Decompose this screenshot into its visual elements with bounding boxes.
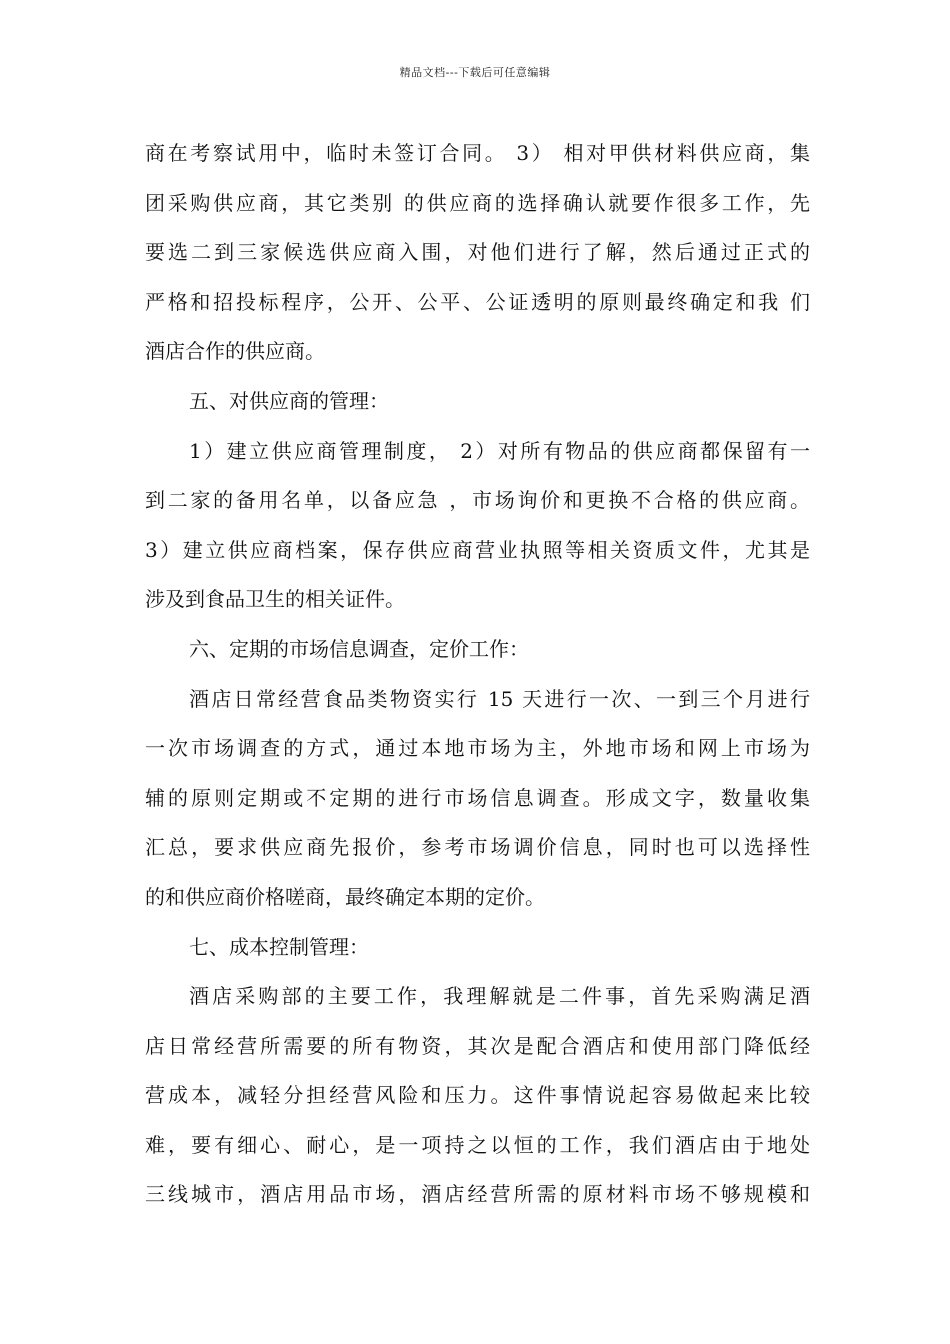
- text-line: 3）建立供应商档案，保存供应商营业执照等相关资质文件，尤其是: [145, 537, 810, 562]
- text-line: 难，要有细心、耐心，是一项持之以恒的工作，我们酒店由于地处: [145, 1132, 810, 1157]
- section-heading: 六、定期的市场信息调查，定价工作：: [189, 636, 529, 661]
- text-line: 严格和招投标程序，公开、公平、公证透明的原则最终确定和我 们: [145, 289, 810, 314]
- text-line: 的和供应商价格嗟商，最终确定本期的定价。: [145, 884, 545, 909]
- body-text: [145, 129, 810, 1220]
- text-line: 商在考察试用中，临时未签订合同。 3） 相对甲供材料供应商，集: [145, 141, 810, 165]
- text-line: 1）建立供应商管理制度， 2）对所有物品的供应商都保留有一: [189, 438, 810, 463]
- text-line: 店日常经营所需要的所有物资，其次是配合酒店和使用部门降低经: [145, 1033, 810, 1058]
- text-line: 涉及到食品卫生的相关证件。: [145, 587, 405, 612]
- text-line: 到二家的备用名单，以备应急 ，市场询价和更换不合格的供应商。: [145, 488, 810, 513]
- section-heading: 五、对供应商的管理：: [189, 388, 389, 413]
- text-line: 团采购供应商，其它类别 的供应商的选择确认就要作很多工作，先: [145, 190, 810, 215]
- page-header: 精品文档---下载后可任意编辑: [399, 66, 551, 79]
- text-line: 汇总，要求供应商先报价，参考市场调价信息，同时也可以选择性: [145, 835, 810, 860]
- text-line: 一次市场调查的方式，通过本地市场为主，外地市场和网上市场为: [145, 736, 810, 761]
- text-line: 辅的原则定期或不定期的进行市场信息调查。形成文字，数量收集: [145, 785, 810, 810]
- text-line: 酒店日常经营食品类物资实行 15 天进行一次、一到三个月进行: [189, 686, 810, 711]
- text-line: 酒店采购部的主要工作，我理解就是二件事，首先采购满足酒: [189, 984, 810, 1009]
- text-line: 三线城市，酒店用品市场，酒店经营所需的原材料市场不够规模和: [145, 1182, 810, 1207]
- text-line: 营成本，减轻分担经营风险和压力。这件事情说起容易做起来比较: [145, 1083, 810, 1108]
- text-line: 酒店合作的供应商。: [145, 339, 325, 364]
- section-heading: 七、成本控制管理：: [189, 934, 369, 959]
- text-line: 要选二到三家候选供应商入围，对他们进行了解，然后通过正式的: [145, 240, 810, 265]
